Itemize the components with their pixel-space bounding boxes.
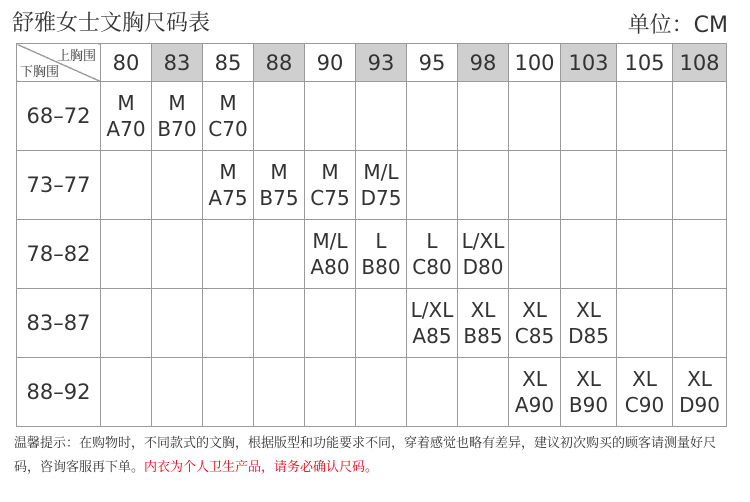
- size-cell: [356, 151, 407, 220]
- size-letter: XL: [470, 298, 496, 322]
- under-bust-range: 73–77: [17, 151, 101, 220]
- size-cell: [617, 82, 673, 151]
- size-cell: [203, 220, 254, 289]
- size-cell: [561, 82, 617, 151]
- size-cell: [673, 358, 727, 427]
- size-cell: [152, 82, 203, 151]
- table-row: [17, 220, 727, 289]
- tip-note: [14, 432, 739, 480]
- size-cell: [254, 220, 305, 289]
- size-cell: [152, 220, 203, 289]
- size-cell: [407, 289, 458, 358]
- unit-label: 单位：CM: [627, 13, 728, 38]
- size-cell: [203, 82, 254, 151]
- size-letter: M: [219, 91, 237, 115]
- size-cell: [101, 358, 152, 427]
- upper-bust-header: 83: [152, 44, 203, 82]
- under-bust-label: 下胸围: [20, 65, 60, 80]
- size-cell: [509, 289, 561, 358]
- cup-code: A85: [412, 324, 452, 348]
- cup-code: A75: [208, 186, 248, 210]
- cup-code: C80: [412, 255, 452, 279]
- size-cell: [458, 358, 509, 427]
- under-bust-range: 88–92: [17, 358, 101, 427]
- cup-code: B90: [568, 393, 609, 417]
- size-cell: [407, 220, 458, 289]
- size-letter: L: [375, 229, 387, 253]
- under-bust-range: 83–87: [17, 289, 101, 358]
- corner-header: [17, 44, 101, 82]
- size-letter: M: [168, 91, 186, 115]
- size-cell: [673, 151, 727, 220]
- page-title: 舒雅女士文胸尺码表: [12, 11, 211, 36]
- upper-bust-header: 100: [509, 44, 561, 82]
- size-cell: [617, 289, 673, 358]
- size-cell: [617, 151, 673, 220]
- size-table: [16, 43, 727, 427]
- cup-code: D85: [568, 324, 609, 348]
- cup-code: D75: [360, 186, 402, 210]
- size-letter: XL: [522, 367, 547, 391]
- cup-code: C70: [208, 117, 248, 141]
- size-cell: [254, 82, 305, 151]
- size-cell: [617, 220, 673, 289]
- cup-code: B75: [259, 186, 299, 210]
- size-letter: M: [321, 160, 339, 184]
- size-cell: [101, 220, 152, 289]
- header-row: [17, 44, 727, 82]
- tip-text: 温馨提示：在购物时，不同款式的文胸，根据版型和功能要求不同，穿着感觉也略有差异，建议初次购买的顾客请测量好尺码，咨询客服再下单。: [14, 436, 717, 475]
- size-letter: M/L: [312, 229, 348, 253]
- cup-code: D80: [462, 255, 504, 279]
- size-cell: [458, 82, 509, 151]
- size-letter: XL: [576, 298, 601, 322]
- under-bust-range: 78–82: [17, 220, 101, 289]
- size-letter: XL: [687, 367, 712, 391]
- upper-bust-header: 90: [305, 44, 356, 82]
- table-row: [17, 151, 727, 220]
- size-cell: [203, 358, 254, 427]
- size-cell: [254, 358, 305, 427]
- upper-bust-header: 88: [254, 44, 305, 82]
- size-cell: [561, 289, 617, 358]
- size-letter: M/L: [363, 160, 399, 184]
- size-cell: [356, 289, 407, 358]
- size-cell: [509, 151, 561, 220]
- size-letter: XL: [632, 367, 657, 391]
- cup-code: A70: [106, 117, 146, 141]
- size-cell: [509, 358, 561, 427]
- size-letter: XL: [576, 367, 601, 391]
- cup-code: D90: [679, 393, 720, 417]
- size-letter: M: [219, 160, 237, 184]
- size-cell: [673, 220, 727, 289]
- size-cell: [561, 358, 617, 427]
- upper-bust-header: 108: [673, 44, 727, 82]
- size-cell: [305, 289, 356, 358]
- tip-warning: 内衣为个人卫生产品，请务必确认尺码。: [144, 460, 379, 475]
- upper-bust-header: 103: [561, 44, 617, 82]
- cup-code: B70: [157, 117, 197, 141]
- size-cell: [561, 220, 617, 289]
- upper-bust-header: 85: [203, 44, 254, 82]
- under-bust-range: 68–72: [17, 82, 101, 151]
- size-cell: [305, 220, 356, 289]
- cup-code: C90: [624, 393, 665, 417]
- size-cell: [561, 151, 617, 220]
- size-cell: [617, 358, 673, 427]
- table-row: [17, 358, 727, 427]
- cup-code: C85: [514, 324, 555, 348]
- upper-bust-header: 98: [458, 44, 509, 82]
- size-cell: [407, 82, 458, 151]
- table-row: [17, 82, 727, 151]
- size-cell: [458, 289, 509, 358]
- cup-code: A90: [514, 393, 555, 417]
- table-body: [17, 82, 727, 427]
- size-cell: [356, 358, 407, 427]
- size-cell: [509, 82, 561, 151]
- table-row: [17, 289, 727, 358]
- size-cell: [203, 289, 254, 358]
- size-cell: [101, 289, 152, 358]
- size-cell: [356, 220, 407, 289]
- size-cell: [152, 358, 203, 427]
- cup-code: A80: [310, 255, 350, 279]
- size-cell: [305, 358, 356, 427]
- cup-code: B85: [463, 324, 503, 348]
- size-cell: [203, 151, 254, 220]
- size-cell: [101, 151, 152, 220]
- size-cell: [458, 151, 509, 220]
- size-cell: [673, 82, 727, 151]
- size-cell: [254, 289, 305, 358]
- cup-code: C75: [310, 186, 350, 210]
- upper-bust-label: 上胸围: [56, 49, 96, 64]
- upper-bust-header: 105: [617, 44, 673, 82]
- size-letter: M: [270, 160, 288, 184]
- upper-bust-header: 80: [101, 44, 152, 82]
- upper-bust-header: 95: [407, 44, 458, 82]
- cup-code: B80: [361, 255, 401, 279]
- upper-bust-header: 93: [356, 44, 407, 82]
- size-cell: [673, 289, 727, 358]
- size-cell: [254, 151, 305, 220]
- size-cell: [305, 151, 356, 220]
- size-cell: [101, 82, 152, 151]
- size-letter: L/XL: [461, 229, 505, 253]
- size-cell: [305, 82, 356, 151]
- size-cell: [407, 151, 458, 220]
- size-cell: [407, 358, 458, 427]
- size-cell: [509, 220, 561, 289]
- size-cell: [152, 289, 203, 358]
- size-cell: [152, 151, 203, 220]
- size-cell: [356, 82, 407, 151]
- size-cell: [458, 220, 509, 289]
- size-letter: XL: [522, 298, 547, 322]
- size-letter: L/XL: [410, 298, 454, 322]
- size-letter: M: [117, 91, 135, 115]
- size-letter: L: [426, 229, 438, 253]
